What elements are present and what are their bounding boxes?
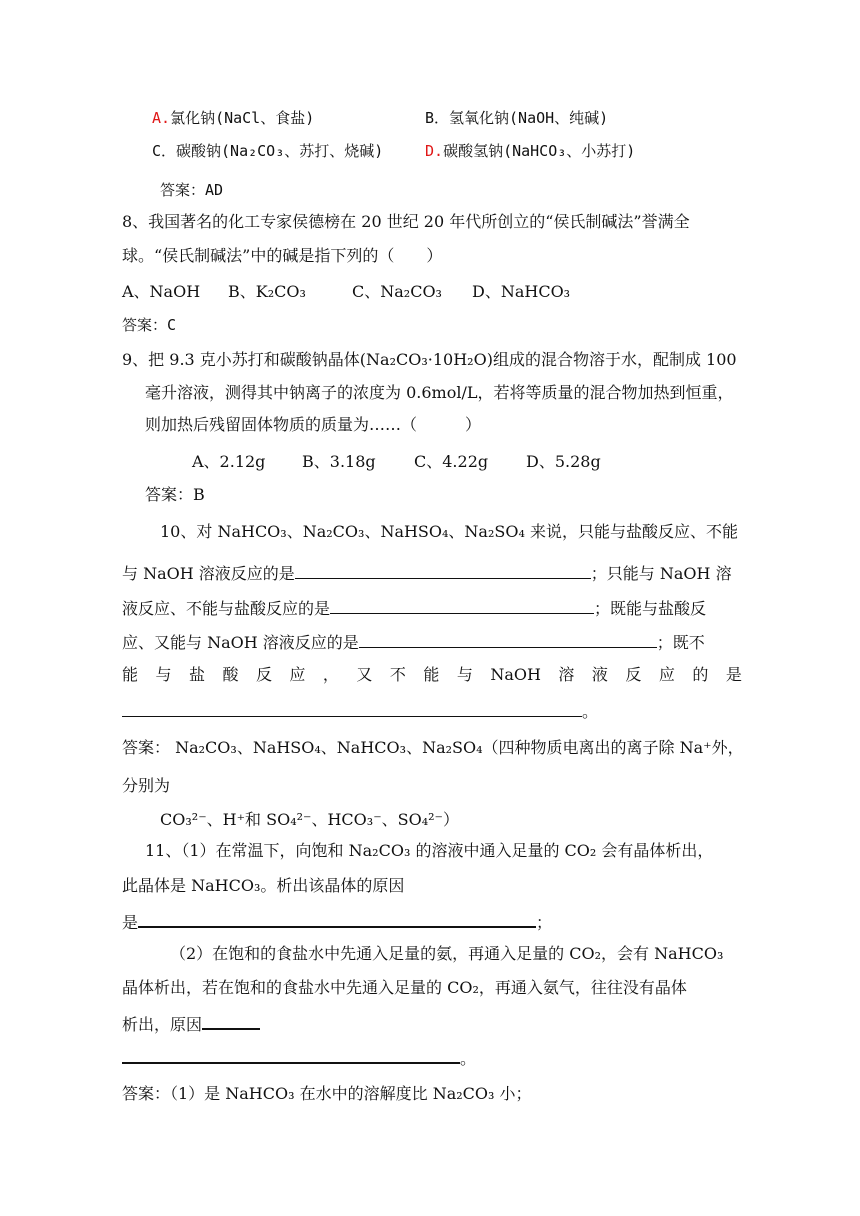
q10-blank-2[interactable]	[330, 597, 594, 614]
q11-part2-line3	[122, 1012, 260, 1035]
q7-option-d-letter: D.	[425, 142, 444, 160]
q10-stem-line4-text: 应、又能与 NaOH 溶液反应的是	[122, 633, 359, 652]
q10-line5-char: 盐	[188, 665, 205, 684]
q10-line5-char: 反	[625, 665, 642, 684]
q11-part2-line1: （2）在饱和的食盐水中先通入足量的氨，再通入足量的 CO₂，会有 NaHCO₃	[170, 944, 724, 963]
q10-line5-char: 溶	[558, 665, 575, 684]
q8-stem-line2: 球。“侯氏制碱法”中的碱是指下列的（ ）	[122, 246, 443, 265]
q10-stem-line5	[122, 665, 742, 685]
q10-line5-char: 酸	[222, 665, 239, 684]
q11-part2-line4	[122, 1046, 476, 1069]
q7-option-b: B．氢氧化钠(NaOH、纯碱)	[425, 109, 609, 127]
q11-blank-1[interactable]	[138, 910, 536, 928]
q8-answer: 答案：C	[122, 316, 177, 334]
q9-stem-line3: 则加热后残留固体物质的质量为……（ ）	[145, 415, 482, 434]
q11-stem-line1: 11、（1）在常温下，向饱和 Na₂CO₃ 的溶液中通入足量的 CO₂ 会有晶体析出，	[145, 841, 714, 860]
q8-option-d: D、NaHCO₃	[472, 282, 571, 301]
q11-stem-line3	[122, 910, 552, 933]
q11-stem-line2: 此晶体是 NaHCO₃。析出该晶体的原因	[122, 876, 405, 895]
q9-stem-line1: 9、把 9.3 克小苏打和碳酸钠晶体(Na₂CO₃·10H₂O)组成的混合物溶于水，配制成 100	[122, 350, 737, 369]
q10-stem-line3-tail: ；既能与盐酸反	[594, 599, 707, 618]
q11-blank-2b[interactable]	[122, 1046, 460, 1064]
q7-answer: 答案：AD	[160, 181, 224, 199]
q8-option-a: A、NaOH	[122, 282, 201, 301]
q10-answer-line3: CO₃²⁻、H⁺和 SO₄²⁻、HCO₃⁻、SO₄²⁻）	[160, 810, 459, 829]
q10-stem-line6-end: 。	[582, 702, 599, 721]
q10-answer-line1: 答案： Na₂CO₃、NaHSO₄、NaHCO₃、Na₂SO₄（四种物质电离出的离子除 Na⁺外，	[122, 738, 744, 757]
q10-stem-line3-text: 液反应、不能与盐酸反应的是	[122, 599, 331, 618]
q10-line5-char: 不	[389, 665, 406, 684]
q10-blank-3[interactable]	[359, 631, 657, 648]
q11-stem-line3-tail: ；	[536, 913, 553, 932]
q10-stem-line4	[122, 631, 705, 653]
q10-line5-char: 能	[122, 665, 139, 684]
q10-line5-char: ，	[322, 665, 339, 684]
q10-blank-4[interactable]	[122, 700, 582, 717]
q11-blank-2a[interactable]	[202, 1012, 260, 1030]
q10-line5-char: 与	[155, 665, 172, 684]
q10-line5-char: 反	[255, 665, 272, 684]
q7-option-d	[425, 141, 635, 161]
q7-option-a	[152, 108, 314, 128]
q10-line5-char: 与	[456, 665, 473, 684]
q10-line5-char: 应	[289, 665, 306, 684]
q11-stem-line3-text: 是	[122, 913, 139, 932]
q10-line5-char: 应	[658, 665, 675, 684]
q9-option-b: B、3.18g	[302, 452, 376, 471]
q10-line5-char: 是	[725, 665, 742, 684]
q10-stem-line1: 10、对 NaHCO₃、Na₂CO₃、NaHSO₄、Na₂SO₄ 来说，只能与盐酸反应、不能	[160, 522, 738, 541]
q10-line5-char: 又	[356, 665, 373, 684]
q10-stem-line2-tail: ；只能与 NaOH 溶	[590, 564, 732, 583]
q9-option-c: C、4.22g	[414, 452, 489, 471]
q8-stem-line1: 8、我国著名的化工专家侯德榜在 20 世纪 20 年代所创立的“侯氏制碱法”誉满全	[122, 212, 690, 231]
q10-line5-char: 液	[591, 665, 608, 684]
q10-stem-line2-text: 与 NaOH 溶液反应的是	[122, 564, 295, 583]
q8-option-b: B、K₂CO₃	[228, 282, 306, 301]
q8-option-c: C、Na₂CO₃	[352, 282, 442, 301]
q9-stem-line2: 毫升溶液，测得其中钠离子的浓度为 0.6mol/L，若将等质量的混合物加热到恒重，	[145, 383, 734, 402]
q11-part2-line2: 晶体析出，若在饱和的食盐水中先通入足量的 CO₂，再通入氨气，往往没有晶体	[122, 978, 687, 997]
q10-line5-char: 的	[692, 665, 709, 684]
q10-stem-line4-tail: ；既不	[656, 633, 705, 652]
q7-option-a-text: 氯化钠(NaCl、食盐)	[170, 109, 315, 127]
q7-option-c: C．碳酸钠(Na₂CO₃、苏打、烧碱)	[152, 142, 384, 160]
q11-part2-line4-end: 。	[460, 1049, 477, 1068]
q7-option-d-text: 碳酸氢钠(NaHCO₃、小苏打)	[443, 142, 636, 160]
q9-option-a: A、2.12g	[192, 452, 266, 471]
q10-answer-line2: 分别为	[122, 776, 171, 795]
q9-option-d: D、5.28g	[526, 452, 601, 471]
q10-stem-line3	[122, 597, 706, 619]
q7-option-a-letter: A.	[152, 109, 171, 127]
q10-stem-line6	[122, 700, 598, 722]
q11-answer: 答案：（1）是 NaHCO₃ 在水中的溶解度比 Na₂CO₃ 小；	[122, 1084, 532, 1103]
q11-part2-line3-text: 析出，原因	[122, 1015, 203, 1034]
q10-line5-char: 能	[423, 665, 440, 684]
q10-blank-1[interactable]	[295, 562, 591, 579]
q10-stem-line2	[122, 562, 732, 584]
q10-line5-char: NaOH	[490, 665, 541, 684]
q9-answer: 答案：B	[145, 485, 205, 504]
